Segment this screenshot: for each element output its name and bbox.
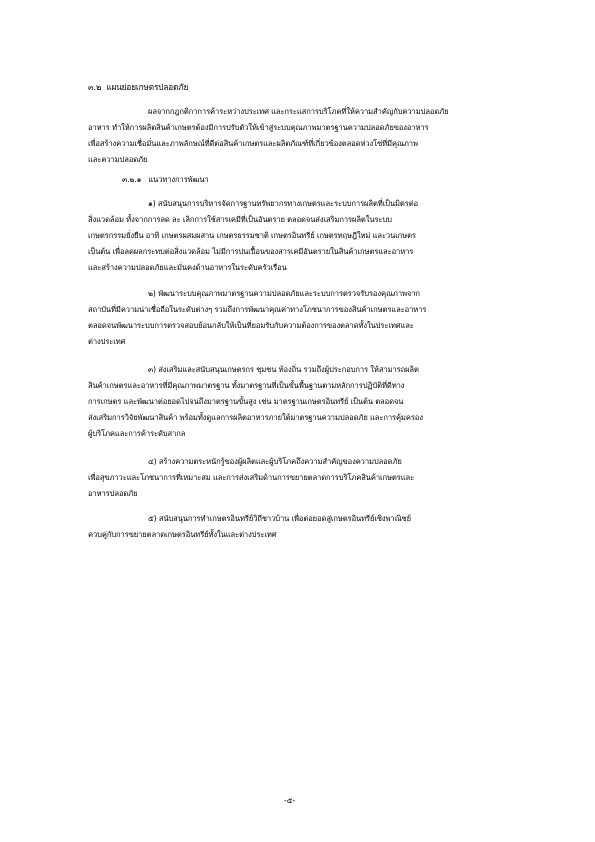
- item-3-line-1: ๓) ส่งเสริมและสนับสนุนเกษตรกร ชุมชน ท้องถิ่น รวมถึงผู้ประกอบการ ให้สามารถผลิต: [148, 365, 419, 374]
- item-1-line-3: เกษตรกรรมยั่งยืน อาทิ เกษตรผสมผสาน เกษตรธรรมชาติ เกษตรอินทรีย์ เกษตรทฤษฎีใหม่ และวนเกษตร: [88, 231, 416, 240]
- item-3-line-5: ผู้บริโภคและการค้าระดับสากล: [88, 429, 186, 438]
- intro-line-2: อาหาร ทำให้การผลิตสินค้าเกษตรต้องมีการปรับตัวให้เข้าสู่ระบบคุณภาพมาตรฐานความปลอดภัยของอาหาร: [88, 123, 429, 132]
- subsection-heading: [122, 175, 209, 185]
- item-2-line-3: ตลอดจนพัฒนาระบบการตรวจสอบย้อนกลับให้เป็นที่ยอมรับกับความต้องการของตลาดทั้งในประเทศและ: [88, 321, 414, 330]
- item-4-line-1: ๔) สร้างความตระหนักรู้ของผู้ผลิตและผู้บริโภคถึงความสำคัญของความปลอดภัย: [148, 457, 402, 466]
- intro-line-4: และความปลอดภัย: [88, 155, 148, 164]
- item-1-line-2: สิ่งแวดล้อม ทั้งจากการลด ละ เลิกการใช้สารเคมีที่เป็นอันตราย ตลอดจนส่งเสริมการผลิตในระบบ: [88, 215, 392, 224]
- item-2-line-4: ต่างประเทศ: [88, 337, 126, 346]
- section-title: แผนย่อยเกษตรปลอดภัย: [106, 82, 189, 92]
- section-heading: [88, 82, 188, 92]
- item-5-line-1: ๕) สนับสนุนการทำเกษตรอินทรีย์วิถีชาวบ้าน เพื่อต่อยอดสู่เกษตรอินทรีย์เชิงพาณิชย์: [148, 514, 411, 523]
- item-4-line-3: อาหารปลอดภัย: [88, 489, 138, 498]
- intro-line-3: เพื่อสร้างความเชื่อมั่นและภาพลักษณ์ที่ดีต่อสินค้าเกษตรและผลิตภัณฑ์ที่เกี่ยวข้องตลอดห่วงโซ่ที่มีคุณภาพ: [88, 139, 418, 148]
- item-4-line-2: เพื่อสุขภาวะและโภชนาการที่เหมาะสม และการส่งเสริมด้านการขยายตลาดการบริโภคสินค้าเกษตรและ: [88, 473, 415, 482]
- page-number: -๕-: [284, 796, 296, 805]
- item-1-line-1: ๑) สนับสนุนการบริหารจัดการฐานทรัพยากรทางเกษตรและระบบการผลิตที่เป็นมิตรต่อ: [148, 199, 419, 208]
- item-5-line-2: ควบคู่กับการขยายตลาดเกษตรอินทรีย์ทั้งในและต่างประเทศ: [88, 530, 277, 539]
- subsection-title: แนวทางการพัฒนา: [148, 175, 209, 184]
- item-3-line-2: สินค้าเกษตรและอาหารที่มีคุณภาพมาตรฐาน ทั้งมาตรฐานที่เป็นขั้นพื้นฐานตามหลักการปฏิบัติที่ดีทาง: [88, 381, 405, 390]
- section-number: ๓.๒: [88, 82, 102, 92]
- item-3-line-4: ส่งเสริมการวิจัยพัฒนาสินค้า พร้อมทั้งดูแลการผลิตอาหารภายใต้มาตรฐานความปลอดภัย และการคุ้มครอง: [88, 413, 423, 422]
- item-1-line-4: เป็นต้น เพื่อลดผลกระทบต่อสิ่งแวดล้อม ไม่มีการปนเปื้อนของสารเคมีอันตรายในสินค้าเกษตรและอาหาร: [88, 247, 414, 256]
- intro-line-1: ผลจากกฎกติกาการค้าระหว่างประเทศ และกระแสการบริโภคที่ให้ความสำคัญกับความปลอดภัย: [148, 107, 449, 116]
- item-2-line-2: สถาบันที่มีความน่าเชื่อถือในระดับต่างๆ รวมถึงการพัฒนาคุณค่าทางโภชนาการของสินค้าเกษตรและอาหาร: [88, 305, 427, 314]
- item-3-line-3: การเกษตร และพัฒนาต่อยอดไปจนถึงมาตรฐานขั้นสูง เช่น มาตรฐานเกษตรอินทรีย์ เป็นต้น ตลอดจน: [88, 397, 404, 406]
- subsection-number: ๓.๒.๑: [122, 175, 142, 184]
- item-2-line-1: ๒) พัฒนาระบบคุณภาพมาตรฐานความปลอดภัยและระบบการตรวจรับรองคุณภาพจาก: [148, 289, 420, 298]
- item-1-line-5: และสร้างความปลอดภัยและมั่นคงด้านอาหารในระดับครัวเรือน: [88, 263, 287, 272]
